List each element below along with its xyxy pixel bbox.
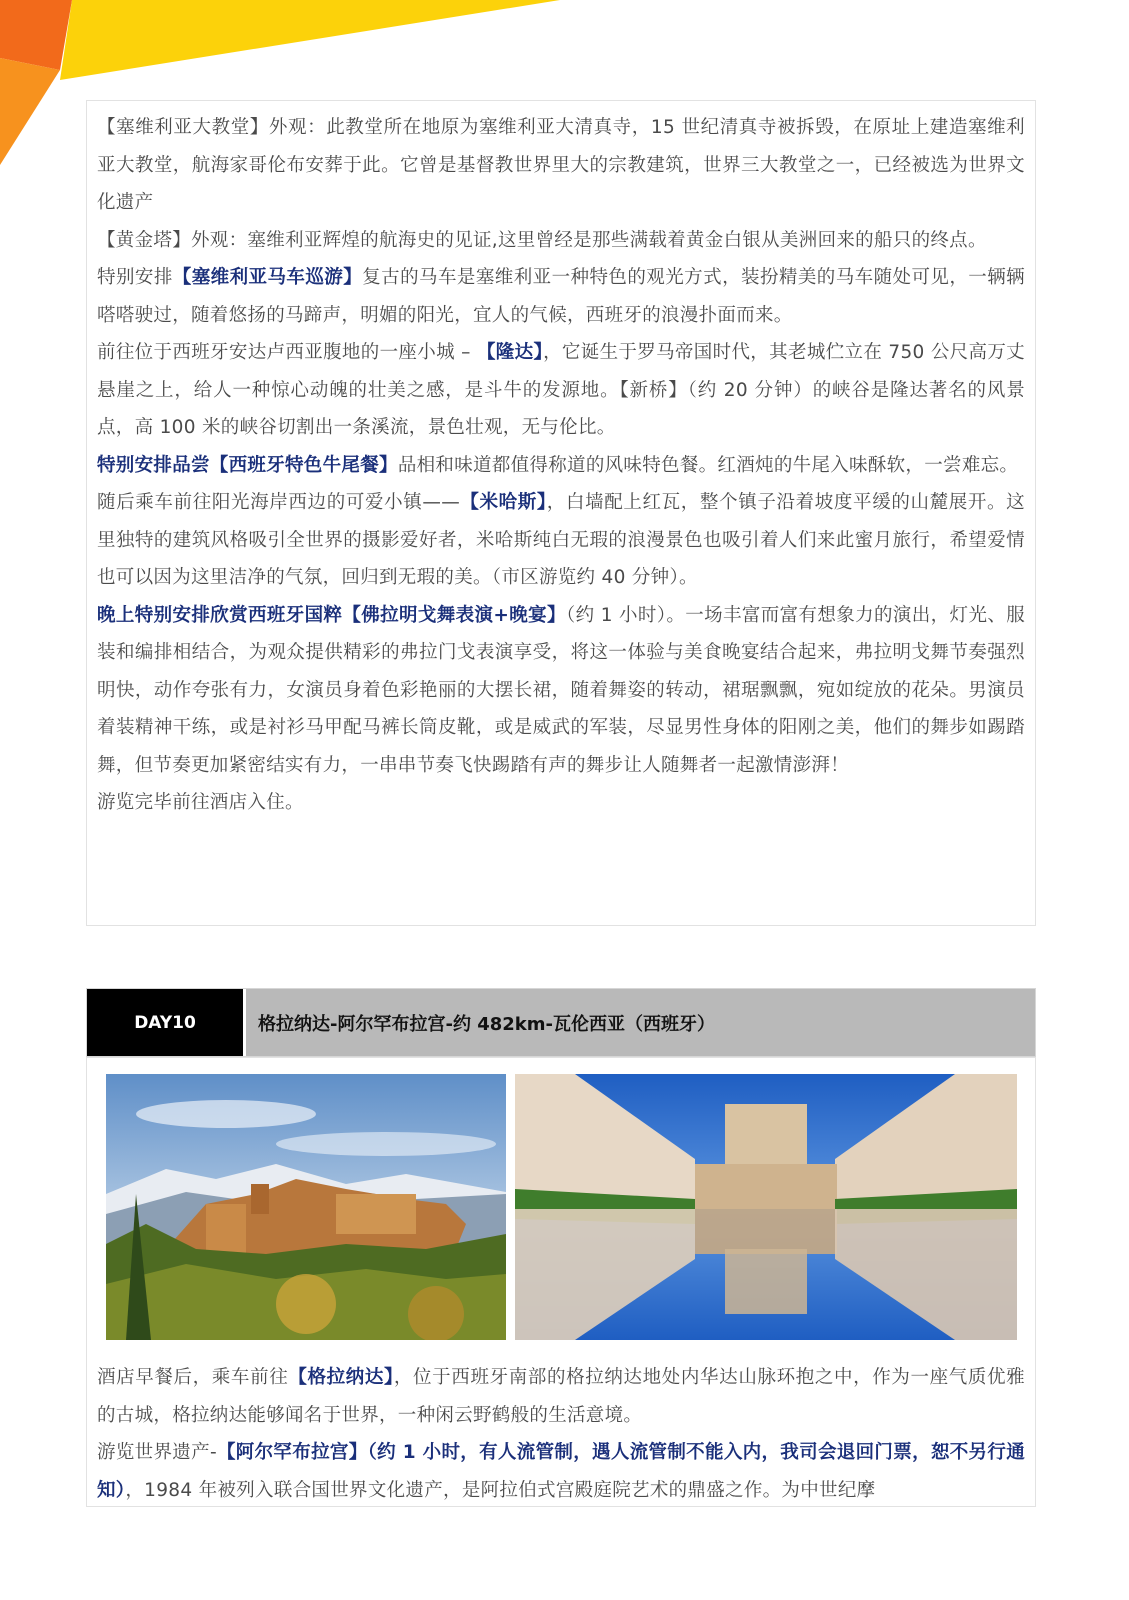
text: 游览世界遗产- — [97, 1442, 217, 1463]
paragraph-carriage-tour — [97, 259, 1025, 334]
paragraph-golden-tower: 【黄金塔】外观：塞维利亚辉煌的航海史的见证,这里曾经是那些满载着黄金白银从美洲回来的船只的终点。 — [97, 229, 987, 251]
text: 酒店早餐后，乘车前往 — [97, 1367, 289, 1388]
paragraph-hotel: 游览完毕前往酒店入住。 — [97, 792, 304, 813]
highlight: 【隆达】 — [476, 342, 544, 363]
paragraph-flamenco — [97, 597, 1025, 785]
highlight: 【格拉纳达】 — [288, 1367, 394, 1388]
text: 复古的马车是塞维利亚一种特色的观光方式，装扮精美的马车随处可见，一辆辆嗒嗒驶过，随着悠扬的马蹄声，明媚的阳光，宜人的气候，西班牙的浪漫扑面而来。 — [97, 267, 1025, 326]
paragraph-alhambra — [97, 1434, 1025, 1509]
highlight: 晚上特别安排欣赏西班牙国粹【佛拉明戈舞表演+晚宴】 — [97, 604, 566, 626]
highlight: 【米哈斯】 — [460, 492, 547, 513]
text: 特别安排 — [97, 267, 173, 288]
day-title: 格拉纳达-阿尔罕布拉宫-约 482km-瓦伦西亚（西班牙） — [243, 989, 1035, 1056]
photo-row — [87, 1058, 1035, 1358]
itinerary-text-block — [86, 100, 1036, 926]
text: ，1984 年被列入联合国世界文化遗产，是阿拉伯式宫殿庭院艺术的鼎盛之作。为中世纪摩 — [125, 1479, 876, 1501]
highlight: 【塞维利亚马车巡游】 — [172, 267, 363, 288]
paragraph-oxtail-meal — [97, 447, 1025, 485]
alhambra-panorama-photo — [106, 1074, 506, 1340]
text: 随后乘车前往阳光海岸西边的可爱小镇—— — [97, 492, 460, 513]
day-header — [86, 988, 1036, 1057]
day-label: DAY10 — [87, 989, 243, 1056]
text: 品相和味道都值得称道的风味特色餐。红酒炖的牛尾入味酥软，一尝难忘。 — [397, 454, 1019, 476]
paragraph-seville-cathedral: 【塞维利亚大教堂】外观：此教堂所在地原为塞维利亚大清真寺，15 世纪清真寺被拆毁，在原址上建造塞维利亚大教堂，航海家哥伦布安葬于此。它曾是基督教世界里大的宗教建筑，世界三大教堂之一，已经被选为世界文化遗产 — [97, 117, 1025, 213]
court-of-myrtles-photo — [515, 1074, 1017, 1340]
text: ，它诞生于罗马帝国时代，其老城伫立在 750 公尺高万丈悬崖之上，给人一种惊心动魄的壮美之感，是斗牛的发源地。【新桥】（约 20 分钟）的峡谷是隆达著名的风景点，高 100 米的峡谷切割出一条溪流，景色壮观，无与伦比。 — [97, 342, 1025, 438]
day-description — [97, 1359, 1025, 1509]
highlight: 特别安排品尝【西班牙特色牛尾餐】 — [97, 454, 398, 476]
day-content-block — [86, 1057, 1036, 1507]
text: 前往位于西班牙安达卢西亚腹地的一座小城 – — [97, 342, 477, 363]
paragraph-granada — [97, 1359, 1025, 1434]
text: （约 1 小时）。一场丰富而富有想象力的演出，灯光、服装和编排相结合，为观众提供精彩的弗拉门戈表演享受，将这一体验与美食晚宴结合起来，弗拉明戈舞节奏强烈明快，动作夸张有力，女演员身着色彩艳丽的大摆长裙，随着舞姿的转动，裙琚飘飘，宛如绽放的花朵。男演员着装精神干练，或是衬衫马甲配马裤长筒皮靴，或是威武的军装，尽显男性身体的阳刚之美，他们的舞步如踢踏舞，但节奏更加紧密结实有力，一串串节奏飞快踢踏有声的舞步让人随舞者一起激情澎湃！ — [97, 604, 1025, 776]
text: ，位于西班牙南部的格拉纳达地处内华达山脉环抱之中，作为一座气质优雅的古城，格拉纳达能够闻名于世界，一种闲云野鹤般的生活意境。 — [97, 1367, 1025, 1426]
paragraph-ronda — [97, 334, 1025, 447]
text: ，白墙配上红瓦，整个镇子沿着坡度平缓的山麓展开。这里独特的建筑风格吸引全世界的摄影爱好者，米哈斯纯白无瑕的浪漫景色也吸引着人们来此蜜月旅行，希望爱情也可以因为这里洁净的气氛，回归到无瑕的美。（市区游览约 40 分钟）。 — [97, 492, 1025, 588]
paragraph-mijas — [97, 484, 1025, 597]
highlight: 【阿尔罕布拉宫】（约 1 小时，有人流管制，遇人流管制不能入内，我司会退回门票，恕不另行通知） — [97, 1442, 1025, 1501]
